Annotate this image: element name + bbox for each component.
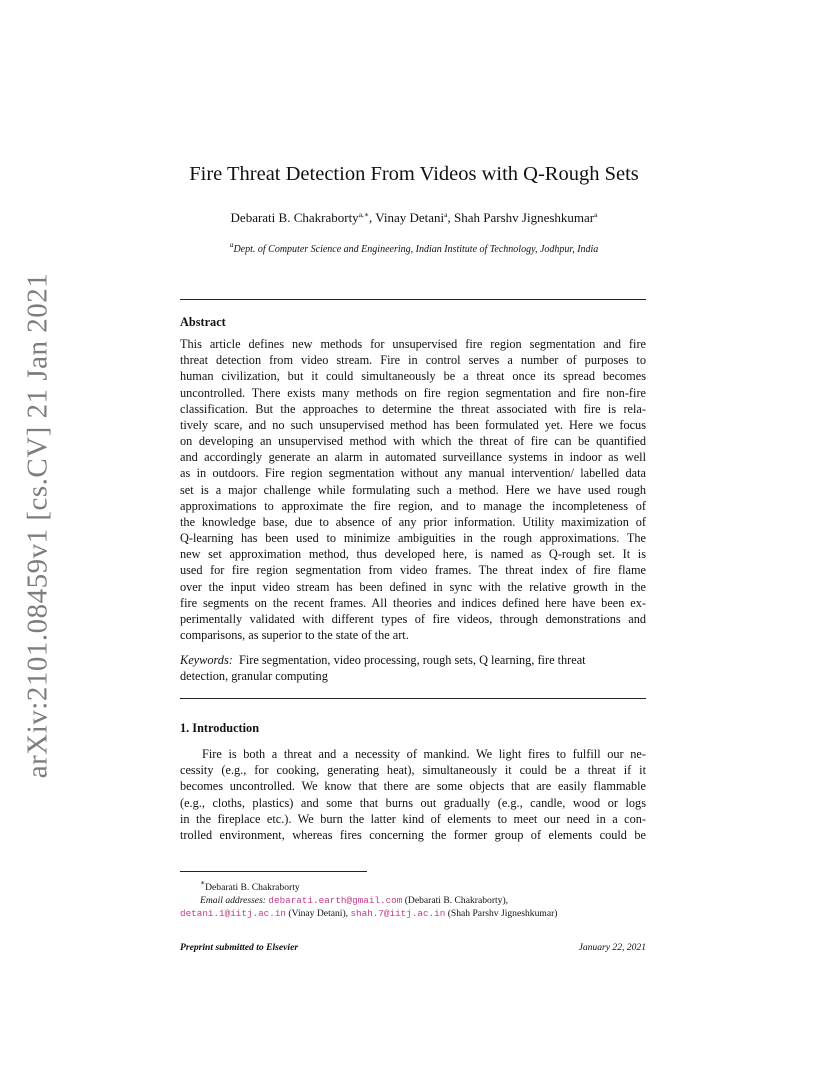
corresponding-mark: ∗ (200, 878, 206, 887)
affiliation-sup: a (229, 240, 234, 249)
arxiv-id: arXiv:2101.08459v1 [cs.CV] 21 Jan 2021 (21, 272, 54, 778)
text-line: approximations to approximate the fire region, and to manage the incompleteness of (180, 498, 646, 513)
text-line: perimentally validated with different types of fire videos, through demonstrations and (180, 611, 646, 626)
text-line: new set approximation method, thus developed here, is named as Q-rough set. It is (180, 547, 646, 562)
email-link[interactable]: debarati.earth@gmail.com (268, 895, 403, 906)
text-line: fire segments on the recent frames. All theories and indices defined here have been ex- (180, 595, 646, 610)
footer-journal: Preprint submitted to Elsevier (180, 942, 299, 953)
text-line: classification. But the approaches to determine the threat associated with fire is rela- (180, 401, 646, 416)
abstract-top-rule (180, 299, 646, 300)
affiliation (0, 240, 828, 255)
author-separator: , (369, 210, 376, 225)
corresponding-name: Debarati B. Chakraborty (205, 882, 300, 893)
abstract-body (180, 336, 646, 643)
corresponding-footnote (180, 876, 650, 894)
paper-title: Fire Threat Detection From Videos with Q-Rough Sets (189, 163, 639, 185)
author-list (0, 210, 828, 226)
text-line: and accordingly generate an alarm in automated surveillance systems in indoor as well (180, 450, 646, 465)
abstract-heading: Abstract (180, 315, 226, 329)
text-line: as in outdoors. Fire region segmentation without any manual intervention/ labelled data (180, 466, 646, 481)
text-line: trolled environment, whereas fires concerning the former group of elements could be (180, 827, 646, 842)
author-sup: a (444, 210, 448, 219)
email-owner: (Debarati B. Chakraborty), (402, 895, 509, 906)
text-line: the knowledge base, due to absence of any prior information. Utility maximization of (180, 514, 646, 529)
author-sup: a,∗ (358, 210, 369, 219)
author-name: Debarati B. Chakraborty (230, 210, 359, 225)
text-line: threat detection from video stream. Fire in control serves a number of purposes to (180, 353, 646, 368)
affiliation-text: Dept. of Computer Science and Engineering, Indian Institute of Technology, Jodhpur, India (233, 244, 599, 255)
text-line: in the fireplace etc.). We burn the latter kind of elements to meet our need in a con- (180, 811, 646, 826)
text-line: This article defines new methods for unsupervised fire region segmentation and fire (180, 337, 646, 352)
keywords-line2: detection, granular computing (180, 669, 328, 684)
footnotes (180, 876, 650, 920)
text-line: tively scare, and no such unsupervised method has been formulated yet. Here we focus (180, 417, 646, 432)
text-line: Fire is both a threat and a necessity of mankind. We light fires to fulfill our ne- (202, 747, 646, 762)
email-link[interactable]: shah.7@iitj.ac.in (350, 908, 446, 919)
footnote-rule (180, 871, 367, 872)
keywords-line1: Fire segmentation, video processing, rough sets, Q learning, fire threat (238, 653, 586, 668)
text-line: Q-learning has been used to minimize ambiguities in the rough approximations. The (180, 531, 646, 546)
text-line: (e.g., cloths, plastics) and some that burns out gradually (e.g., candle, wood or logs (180, 795, 646, 810)
text-line: becomes uncontrolled. We know that there are some objects that are easily flammable (180, 779, 646, 794)
abstract-section (180, 314, 646, 684)
author-name: Vinay Detani (375, 210, 445, 225)
text-line: used for fire region segmentation from video frames. The threat index of fire flame (180, 563, 646, 578)
arxiv-sidebar (20, 272, 56, 778)
text-line: cessity (e.g., for cooking, generating heat), simultaneously it could be a threat if it (180, 763, 646, 778)
email-owner: (Shah Parshv Jigneshkumar) (445, 908, 558, 919)
keywords (180, 652, 646, 684)
footer-date: January 22, 2021 (578, 942, 646, 953)
text-line: human civilization, but it could simultaneously be a threat once its spread becomes (180, 369, 646, 384)
text-line: uncontrolled. There exists many methods on fire region segmentation and fire non-fire (180, 385, 646, 400)
email-link[interactable]: detani.1@iitj.ac.in (180, 908, 287, 919)
introduction-heading: 1. Introduction (180, 721, 260, 735)
author-name: Shah Parshv Jigneshkumar (454, 210, 595, 225)
text-line: set is a major challenge while formulating such a method. Here we have used rough (180, 482, 646, 497)
email-owner: (Vinay Detani), (286, 908, 351, 919)
introduction-body (180, 746, 646, 843)
page-footer (180, 942, 646, 953)
introduction-section (180, 720, 646, 843)
author-separator: , (447, 210, 455, 225)
keywords-label: Keywords: (180, 653, 233, 668)
text-line: comparisons, as superior to the state of the art. (180, 627, 409, 642)
author-sup: a (594, 210, 598, 219)
text-line: on developing an unsupervised method with which the threat of fire can be quantified (180, 434, 646, 449)
text-line: over the input video stream has been defined in sync with the relative growth in the (180, 579, 646, 594)
abstract-bottom-rule (180, 698, 646, 699)
email-label: Email addresses: (200, 895, 266, 906)
email-footnote (180, 894, 650, 920)
